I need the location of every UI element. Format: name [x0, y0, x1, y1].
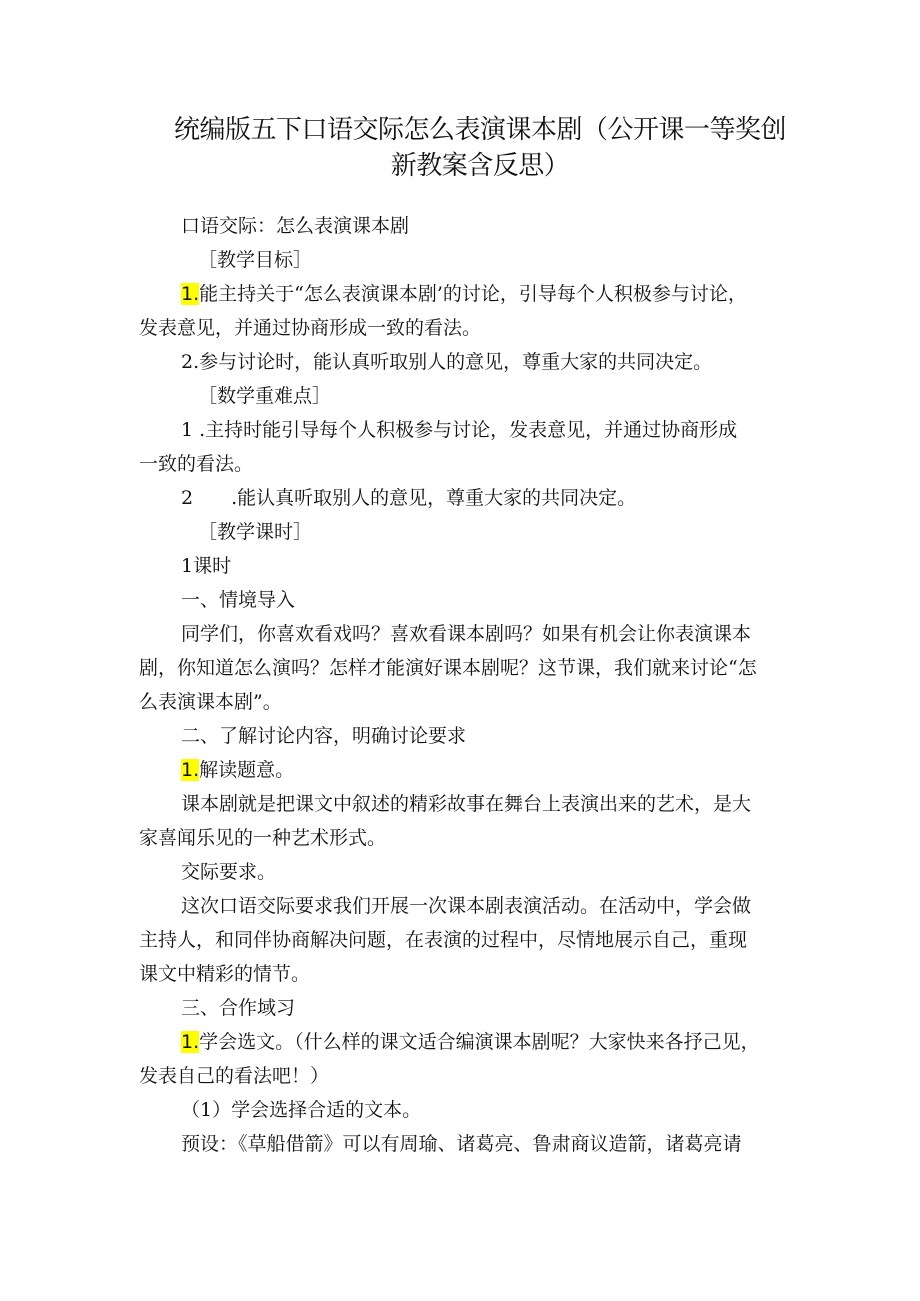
section-2-item-1-number: 1. — [181, 759, 200, 781]
subtitle: 口语交际：怎么表演课本剧 — [181, 215, 410, 237]
goal-1-continued: 发表意见，并通过协商形成一致的看法。 — [139, 317, 482, 339]
goals-heading: ［教学目标］ — [198, 249, 313, 271]
goal-1-number: 1. — [181, 283, 200, 305]
title-line-2: 新教案含反思） — [390, 151, 570, 181]
section-1-paragraph: 同学们，你喜欢看戏吗？喜欢看课本剧吗？如果有机会让你表演课本 — [181, 623, 752, 645]
section-2-item-1 — [181, 758, 294, 782]
goal-1-text: 能主持关于“怎么表演课本剧’的讨论，引导每个人积极参与讨论， — [199, 283, 747, 305]
section-2-item-1-text: 解读题意。 — [199, 759, 295, 781]
section-2-heading: 二、了解讨论内容，明确讨论要求 — [181, 725, 467, 747]
key-point-2-number: 2 — [181, 487, 194, 509]
section-2-item-2: 交际要求。 — [181, 861, 277, 883]
section-2-paragraph-2: 这次口语交际要求我们开展一次课本剧表演活动。在活动中，学会做 — [181, 895, 752, 917]
section-3-item-1 — [181, 1030, 760, 1054]
goal-2: 2.参与讨论时，能认真听取别人的意见，尊重大家的共同决定。 — [181, 351, 713, 373]
section-3-item-1-continued: 发表自己的看法吧！） — [139, 1065, 330, 1087]
section-3-item-1-text: 学会选文。（什么样的课文适合编演课本剧呢？大家快来各抒己见， — [199, 1031, 760, 1053]
document-title — [150, 112, 810, 184]
section-3-subitem-1: （1）学会选择合适的文本。 — [181, 1099, 422, 1121]
section-1-paragraph-line-3: 么表演课本剧”。 — [139, 691, 282, 713]
title-line-1: 统编版五下口语交际怎么表演课本剧（公开课一等奖创 — [173, 115, 786, 145]
section-2-paragraph-1-line-2: 家喜闻乐见的一种艺术形式。 — [139, 827, 387, 849]
section-1-paragraph-line-2: 剧，你知道怎么演吗？怎样才能演好课本剧呢？这节课，我们就来讨论“怎 — [139, 657, 757, 679]
section-1-heading: 一、情境导入 — [181, 589, 296, 611]
time-value: 1课时 — [181, 555, 232, 577]
goal-1-line — [181, 282, 747, 306]
section-3-preset: 预设：《草船借箭》可以有周瑜、诸葛亮、鲁肃商议造箭，诸葛亮请 — [181, 1133, 742, 1155]
time-heading: ［教学课时］ — [198, 521, 313, 543]
section-3-item-1-number: 1. — [181, 1031, 200, 1053]
section-2-paragraph-2-line-2: 主持人，和同伴协商解决问题，在表演的过程中，尽情地展示自己，重现 — [139, 929, 748, 951]
key-point-2 — [181, 486, 636, 510]
section-3-heading: 三、合作域习 — [181, 997, 296, 1019]
key-point-1-continued: 一致的看法。 — [139, 453, 254, 475]
key-point-2-text: .能认真听取别人的意见，尊重大家的共同决定。 — [231, 487, 637, 509]
section-2-paragraph-1: 课本剧就是把课文中叙述的精彩故事在舞台上表演出来的艺术，是大 — [181, 793, 752, 815]
key-point-1: 1 .主持时能引导每个人积极参与讨论，发表意见，并通过协商形成 — [181, 419, 738, 441]
section-2-paragraph-2-line-3: 课文中精彩的情节。 — [139, 963, 311, 985]
key-points-heading: ［数学重难点］ — [198, 385, 332, 407]
